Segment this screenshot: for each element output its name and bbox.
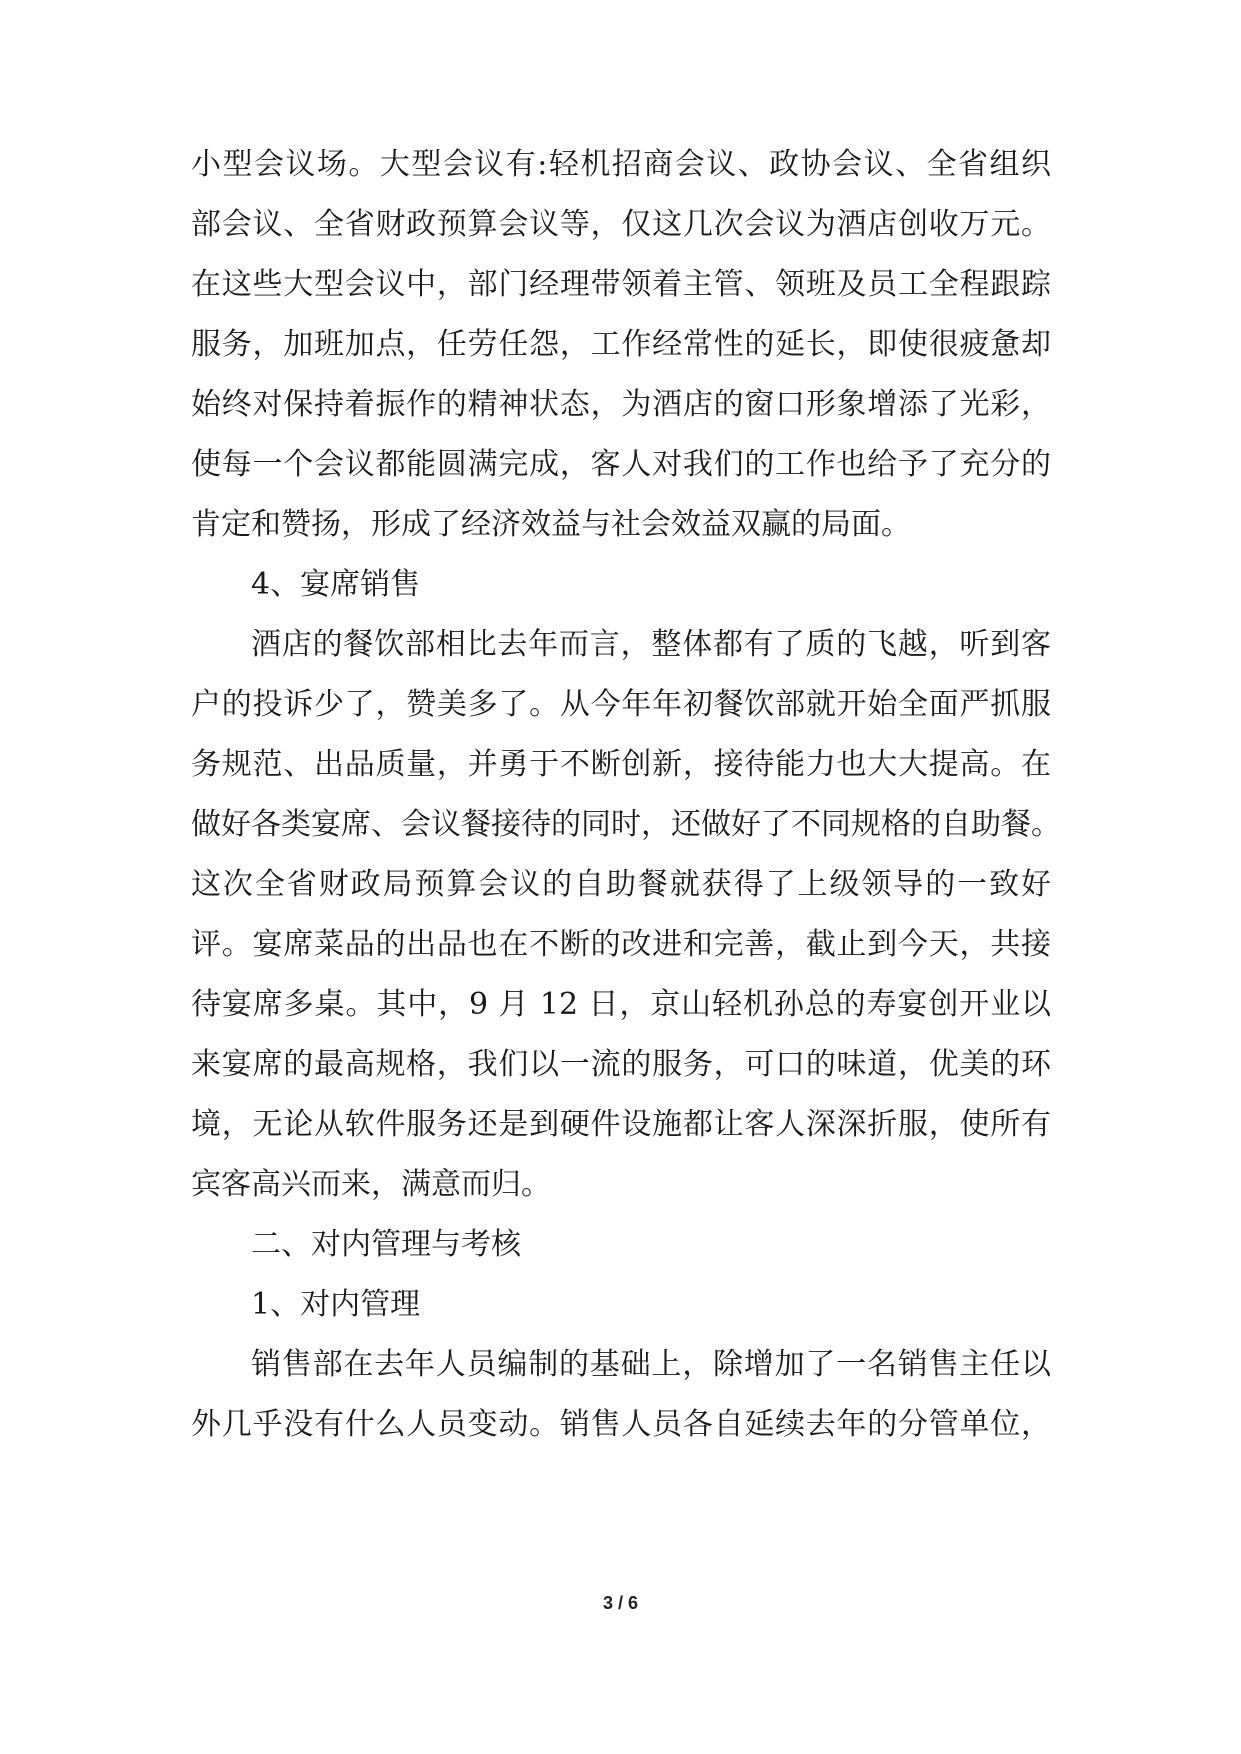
text-line: 在这些大型会议中，部门经理带领着主管、领班及员工全程跟踪	[191, 267, 1051, 302]
text-line: 待宴席多桌。其中，9 月 12 日，京山轻机孙总的寿宴创开业以	[191, 987, 1051, 1022]
text-line: 外几乎没有什么人员变动。销售人员各自延续去年的分管单位，	[191, 1407, 1051, 1442]
text-line: 务规范、出品质量，并勇于不断创新，接待能力也大大提高。在	[191, 747, 1051, 782]
text-line: 做好各类宴席、会议餐接待的同时，还做好了不同规格的自助餐。	[191, 807, 1061, 842]
text-line: 服务，加班加点，任劳任怨，工作经常性的延长，即使很疲惫却	[191, 327, 1051, 362]
section-heading: 二、对内管理与考核	[251, 1227, 521, 1262]
subsection-heading: 1、对内管理	[251, 1287, 421, 1322]
text-line: 这次全省财政局预算会议的自助餐就获得了上级领导的一致好	[191, 867, 1051, 902]
text-line: 酒店的餐饮部相比去年而言，整体都有了质的飞越，听到客	[251, 627, 1051, 662]
page-number: 3 / 6	[602, 1593, 639, 1613]
text-line: 销售部在去年人员编制的基础上，除增加了一名销售主任以	[251, 1347, 1051, 1382]
text-line: 境，无论从软件服务还是到硬件设施都让客人深深折服，使所有	[191, 1107, 1051, 1142]
section-heading: 4、宴席销售	[251, 567, 421, 602]
text-line: 使每一个会议都能圆满完成，客人对我们的工作也给予了充分的	[191, 447, 1051, 482]
text-line: 小型会议场。大型会议有:轻机招商会议、政协会议、全省组织	[191, 147, 1051, 182]
text-line: 评。宴席菜品的出品也在不断的改进和完善，截止到今天，共接	[191, 927, 1051, 962]
text-line: 宾客高兴而来，满意而归。	[191, 1167, 551, 1202]
text-line: 始终对保持着振作的精神状态，为酒店的窗口形象增添了光彩，	[191, 387, 1051, 422]
text-line: 肯定和赞扬，形成了经济效益与社会效益双赢的局面。	[191, 507, 911, 542]
text-line: 户的投诉少了，赞美多了。从今年年初餐饮部就开始全面严抓服	[191, 687, 1051, 722]
text-line: 部会议、全省财政预算会议等，仅这几次会议为酒店创收万元。	[191, 207, 1051, 242]
text-line: 来宴席的最高规格，我们以一流的服务，可口的味道，优美的环	[191, 1047, 1051, 1082]
